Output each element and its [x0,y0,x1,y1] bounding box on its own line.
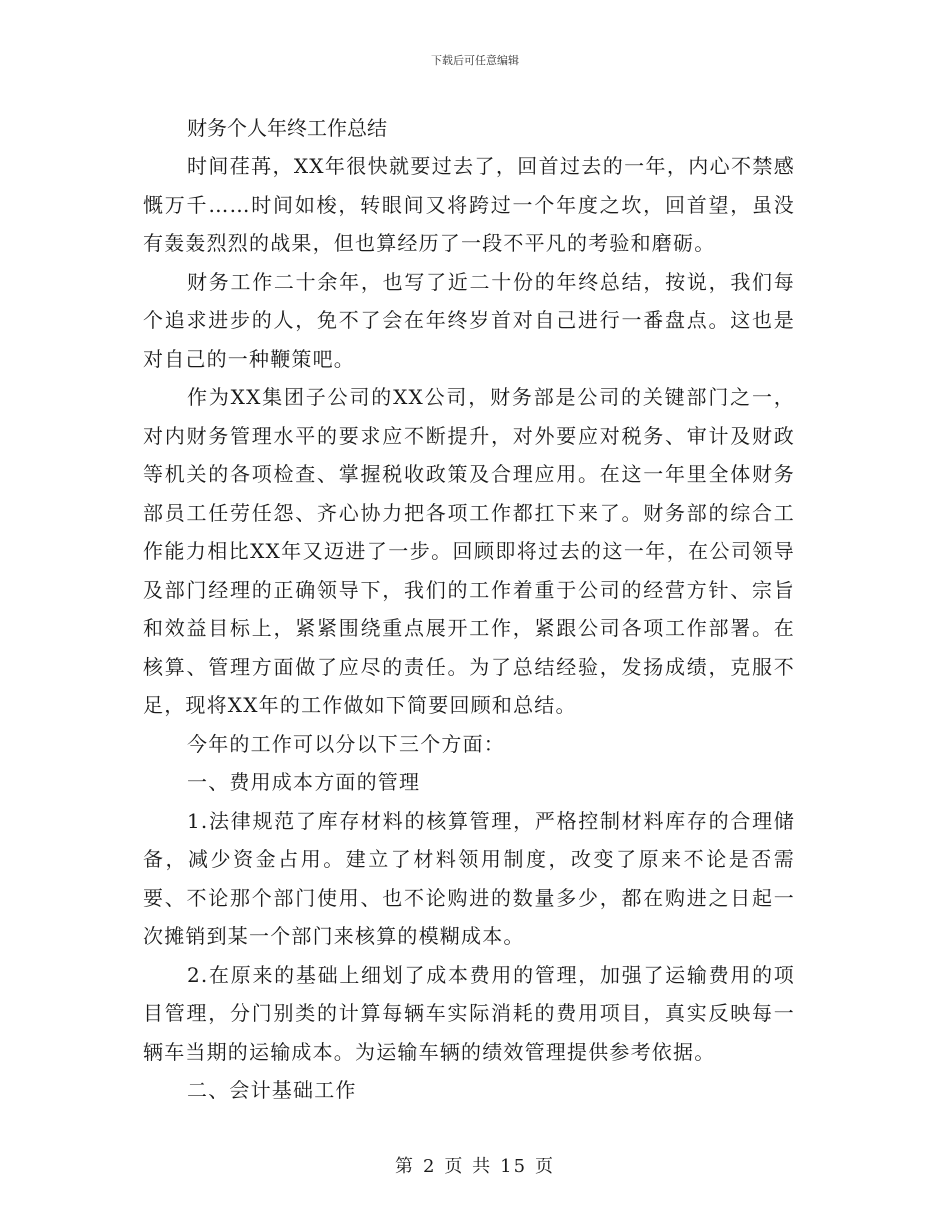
intro-line: 今年的工作可以分以下三个方面： [187,731,505,756]
page-label-prefix: 第 [394,1156,415,1177]
page-label-suffix: 页 [535,1156,556,1177]
paragraph: 作为XX集团子公司的XX公司，财务部是公司的关键部门之一，对内财务管理水平的要求应不断提升，对外要应对税务、审计及财政等机关的各项检查、掌握税收政策及合理应用。在这一年里全体财务部员工任劳任怨、齐心协力把各项工作都扛下来了。财务部的综合工作能力相比XX年又迈进了一步。回顾即将过去的这一年，在公司领导及部门经理的正确领导下，我们的工作着重于公司的经营方针、宗旨和效益目标上，紧紧围绕重点展开工作，紧跟公司各项工作部署。在核算、管理方面做了应尽的责任。为了总结经验，发扬成绩，克服不足，现将XX年的工作做如下简要回顾和总结。 [143,385,795,717]
section-heading: 一、费用成本方面的管理 [187,770,421,794]
header-note: 下载后可任意编辑 [431,54,519,67]
document-title: 财务个人年终工作总结 [187,116,387,140]
list-item: 2.在原来的基础上细划了成本费用的管理，加强了运输费用的项目管理，分门别类的计算每辆车实际消耗的费用项目，真实反映每一辆车当期的运输成本。为运输车辆的绩效管理提供参考依据。 [143,962,795,1064]
document-body [143,109,795,1110]
total-pages-number: 15 [500,1156,528,1177]
paragraph: 时间荏苒，XX年很快就要过去了，回首过去的一年，内心不禁感慨万千……时间如梭，转眼间又将跨过一个年度之坎，回首望，虽没有轰轰烈烈的战果，但也算经历了一段不平凡的考验和磨砺。 [143,154,795,255]
paragraph: 财务工作二十余年，也写了近二十份的年终总结，按说，我们每个追求进步的人，免不了会在年终岁首对自己进行一番盘点。这也是对自己的一种鞭策吧。 [143,269,795,371]
section-heading: 二、会计基础工作 [187,1078,357,1102]
page-number-footer [0,1152,950,1178]
current-page-number: 2 [422,1156,437,1177]
list-item: 1.法律规范了库存材料的核算管理，严格控制材料库存的合理储备，减少资金占用。建立了材料领用制度，改变了原来不论是否需要、不论那个部门使用、也不论购进的数量多少，都在购进之日起一次摊销到某一个部门来核算的模糊成本。 [143,808,795,948]
page-label-mid: 页 共 [444,1156,493,1177]
